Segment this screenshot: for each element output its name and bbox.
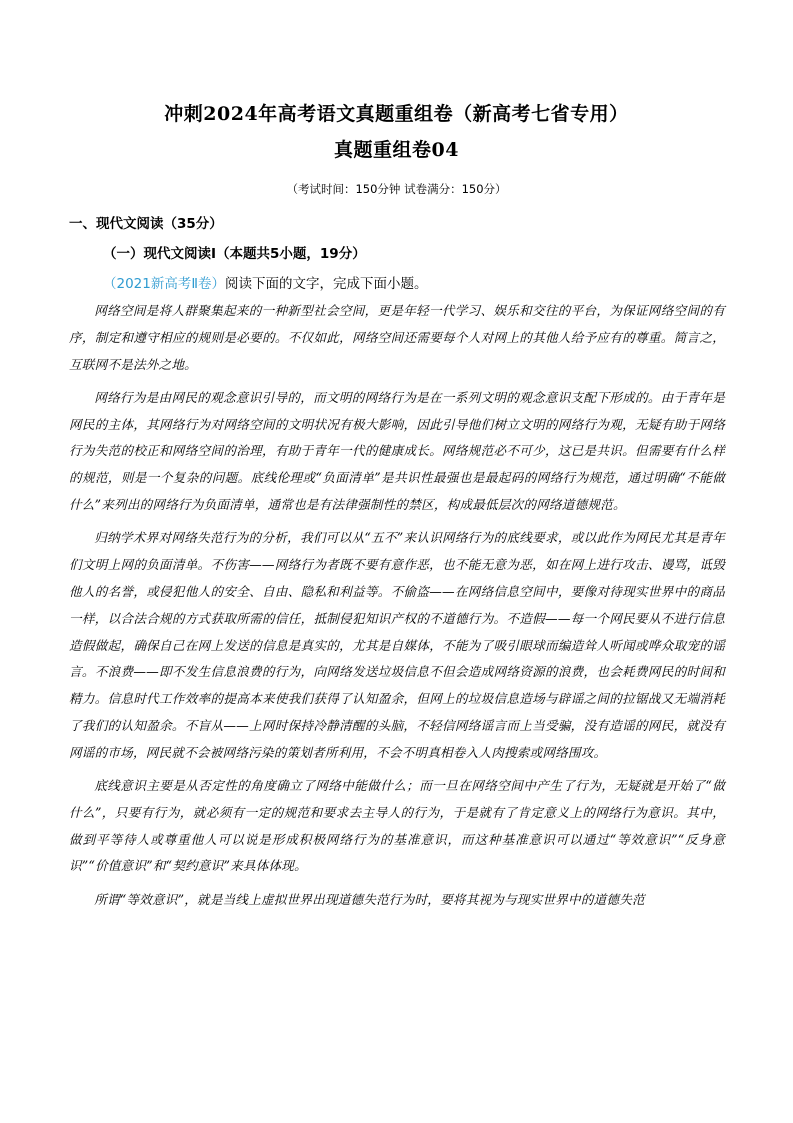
- document-subtitle: 真题重组卷04: [334, 139, 459, 161]
- exam-info: （考试时间：150分钟 试卷满分：150分）: [286, 182, 507, 196]
- document-title: 冲刺2024年高考语文真题重组卷（新高考七省专用）: [164, 103, 629, 125]
- passage-paragraph: 网络空间是将人群聚集起来的一种新型社会空间，更是年轻一代学习、娱乐和交往的平台，为保证网络空间的有序，制定和遵守相应的规则是必要的。不仅如此，网络空间还需要每个人对网上的其他人给予应有的尊重。简言之，互联网不是法外之地。: [69, 303, 725, 372]
- question-source-line: [103, 272, 428, 292]
- passage-paragraph: 网络行为是由网民的观念意识引导的，而文明的网络行为是在一系列文明的观念意识支配下形成的。由于青年是网民的主体，其网络行为对网络空间的文明状况有极大影响，因此引导他们树立文明的网络行为观，无疑有助于网络行为失范的校正和网络空间的治理，有助于青年一代的健康成长。网络规范必不可少，这已是共识。但需要有什么样的规范，则是一个复杂的问题。底线伦理或“负面清单”是共识性最强也是最起码的网络行为规范，通过明确“不能做什么”来列出的网络行为负面清单，通常也是有法律强制性的禁区，构成最低层次的网络道德规范。: [69, 389, 725, 513]
- reading-passage: [69, 298, 725, 920]
- passage-paragraph: 归纳学术界对网络失范行为的分析，我们可以从“五不”来认识网络行为的底线要求，或以此作为网民尤其是青年们文明上网的负面清单。不伤害——网络行为者既不要有意作恶，也不能无意为恶，如在网上进行攻击、谩骂，诋毁他人的名誉，或侵犯他人的安全、自由、隐私和利益等。不偷盗——在网络信息空间中，要像对待现实世界中的商品一样，以合法合规的方式获取所需的信任，抵制侵犯知识产权的不道德行为。不造假——每一个网民要从不进行信息造假做起，确保自己在网上发送的信息是真实的，尤其是自媒体，不能为了吸引眼球而编造耸人听闻或哗众取宠的谣言。不浪费——即不发生信息浪费的行为，向网络发送垃圾信息不但会造成网络资源的浪费，也会耗费网民的时间和精力。信息时代工作效率的提高本来使我们获得了认知盈余，但网上的垃圾信息造场与辟谣之间的拉锯战又无端消耗了我们的认知盈余。不盲从——上网时保持冷静清醒的头脑，不轻信网络谣言而上当受骗，没有造谣的网民，就没有网谣的市场，网民就不会被网络污染的策划者所利用，不会不明真相卷入人肉搜索或网络围攻。: [69, 530, 725, 760]
- passage-paragraph: 底线意识主要是从否定性的角度确立了网络中能做什么；而一旦在网络空间中产生了行为，无疑就是开始了“做什么”，只要有行为，就必须有一定的规范和要求去主导人的行为，于是就有了肯定意义上的网络行为意识。其中，做到平等待人或尊重他人可以说是形成积极网络行为的基准意识，而这种基准意识可以通过“等效意识”“反身意识”“价值意识”和“契约意识”来具体体现。: [69, 778, 725, 874]
- source-tag: （2021新高考Ⅱ卷）: [103, 276, 226, 292]
- passage-paragraph: 所谓“等效意识”，就是当线上虚拟世界出现道德失范行为时，要将其视为与现实世界中的道德失范: [94, 891, 645, 907]
- instruction-text: 阅读下面的文字，完成下面小题。: [225, 276, 428, 292]
- sub-section-heading: （一）现代文阅读Ⅰ（本题共5小题，19分）: [103, 246, 366, 262]
- section-heading: 一、现代文阅读（35分）: [69, 216, 223, 232]
